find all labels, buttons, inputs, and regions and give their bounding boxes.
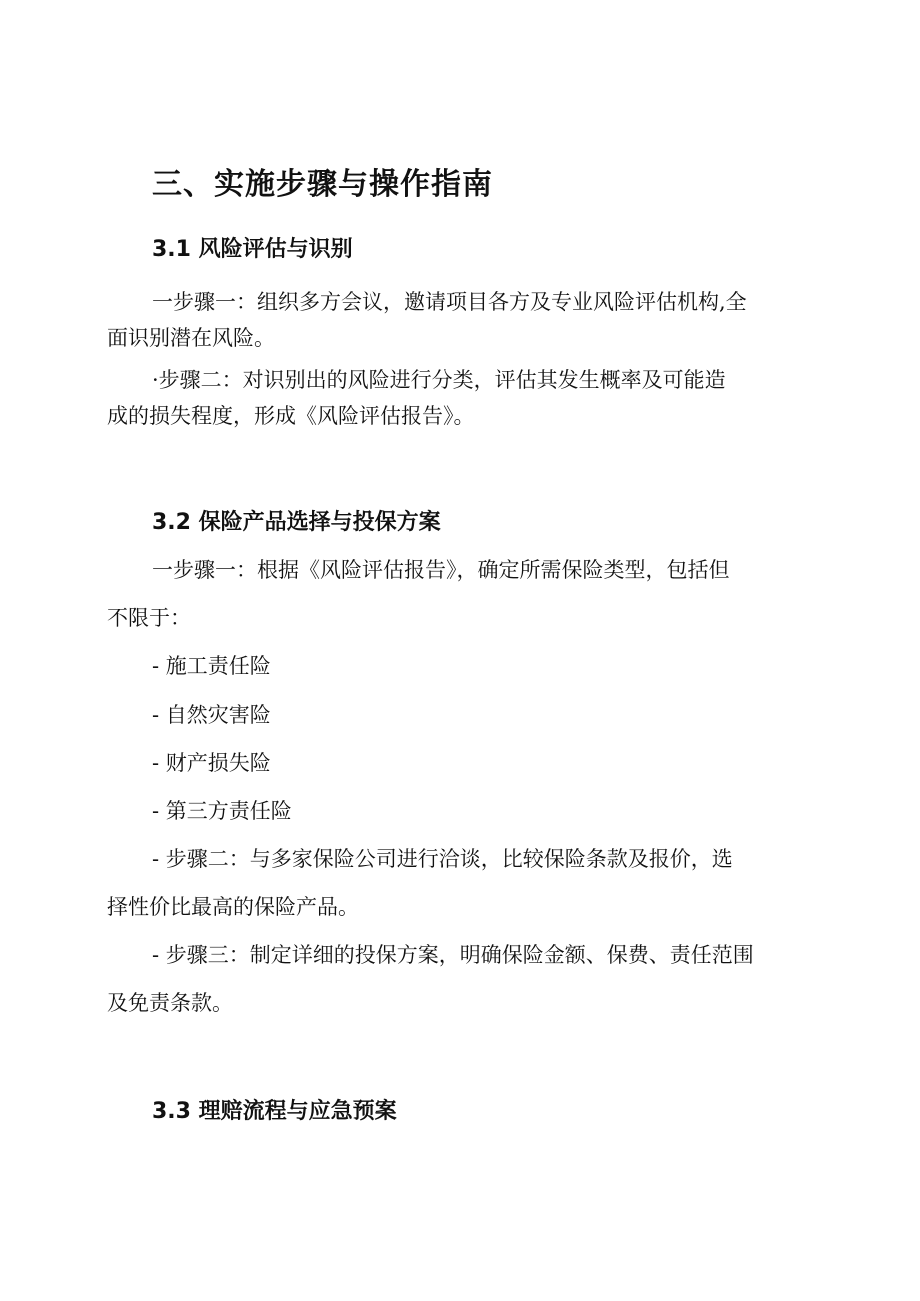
paragraph-line: 不限于： (107, 606, 191, 630)
paragraph-line: 及免责条款。 (107, 991, 233, 1015)
section-heading-3-1: 3.1 风险评估与识别 (152, 237, 353, 262)
paragraph-line: 一步骤一：根据《风险评估报告》，确定所需保险类型，包括但 (152, 558, 730, 582)
paragraph-line: ·步骤二：对识别出的风险进行分类，评估其发生概率及可能造 (152, 368, 726, 392)
list-item-natural-disaster: - 自然灾害险 (152, 703, 271, 727)
paragraph-3-2-step-1 (107, 552, 807, 636)
paragraph-3-1-step-1 (107, 284, 807, 356)
section-heading-3-2: 3.2 保险产品选择与投保方案 (152, 510, 441, 535)
section-heading-3-3: 3.3 理赔流程与应急预案 (152, 1099, 397, 1124)
paragraph-line: - 步骤三：制定详细的投保方案，明确保险金额、保费、责任范围 (152, 943, 754, 967)
paragraph-line: 面识别潜在风险。 (107, 326, 275, 350)
paragraph-line: 成的损失程度，形成《风险评估报告》。 (107, 404, 475, 428)
list-item-property-loss: - 财产损失险 (152, 751, 271, 775)
paragraph-line: 一步骤一：组织多方会议，邀请项目各方及专业风险评估机构,全 (152, 290, 747, 314)
paragraph-line: - 步骤二：与多家保险公司进行洽谈，比较保险条款及报价，选 (152, 847, 733, 871)
list-item-third-party-liability: - 第三方责任险 (152, 799, 292, 823)
paragraph-3-1-step-2 (107, 362, 807, 434)
list-item-construction-liability: - 施工责任险 (152, 654, 271, 678)
paragraph-line: 择性价比最高的保险产品。 (107, 895, 359, 919)
paragraph-3-2-step-3 (107, 937, 807, 1021)
page-title: 三、实施步骤与操作指南 (152, 167, 493, 202)
paragraph-3-2-step-2 (107, 841, 807, 925)
